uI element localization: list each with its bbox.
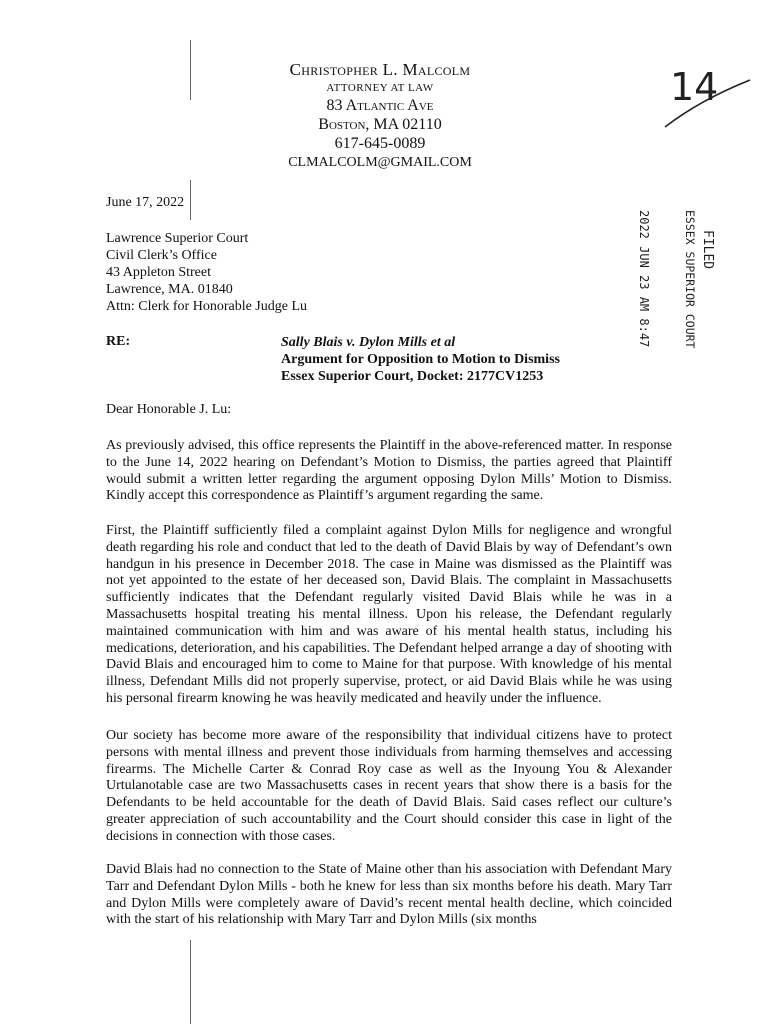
recipient-address xyxy=(106,230,307,315)
filed-stamp xyxy=(612,210,715,370)
phone-number: 617-645-0089 xyxy=(334,135,426,152)
paragraph-text: Our society has become more aware of the responsibility that individual citizens have to protect persons with mental illness and prevent those individuals from harming themselves and accessing firearms. The Michelle Carter & Conrad Roy case as well as the Inyoung You & Alexander Urtulanotable case are two Massachusetts cases in recent years that show there is a basis for the Defendants to be held accountable for the death of David Blais. Said cases reflect our culture’s greater appreciation of such accountability and the Court should consider this case in light of the decisions in connection with those cases. xyxy=(106,728,672,844)
recipient-line: Civil Clerk’s Office xyxy=(106,248,217,263)
attorney-name: Christopher L. Malcolm xyxy=(289,60,471,79)
city-state-zip: Boston, MA 02110 xyxy=(318,116,442,133)
stamp-court: ESSEX SUPERIOR COURT xyxy=(683,210,697,349)
scan-artifact-line xyxy=(190,40,191,100)
handwritten-number-text: 14 xyxy=(670,65,719,109)
re-label: RE: xyxy=(106,334,131,349)
stamp-date: 2022 JUN 23 AM 8:47 xyxy=(637,210,651,348)
re-subject: Argument for Opposition to Motion to Dismiss xyxy=(281,352,560,367)
handwritten-page-number xyxy=(660,55,760,135)
recipient-line: 43 Appleton Street xyxy=(106,265,211,280)
letterhead xyxy=(230,60,530,172)
scan-artifact-line xyxy=(190,180,191,220)
body-paragraph xyxy=(106,728,672,846)
paragraph-text: As previously advised, this office represents the Plaintiff in the above-referenced matter. In response to the June 14, 2022 hearing on Defendant’s Motion to Dismiss, the parties agreed that Plaintiff would submit a written letter regarding the argument opposing Dylon Mills’ Motion to Dismiss. Kindly accept this correspondence as Plaintiff’s argument regarding the same. xyxy=(106,438,672,504)
docket-number: Essex Superior Court, Docket: 2177CV1253 xyxy=(281,369,544,384)
salutation: Dear Honorable J. Lu: xyxy=(106,402,232,417)
stamp-filed: FILED xyxy=(700,230,715,270)
recipient-line: Attn: Clerk for Honorable Judge Lu xyxy=(106,299,308,314)
recipient-line: Lawrence, MA. 01840 xyxy=(106,282,233,297)
scan-artifact-line xyxy=(190,940,191,1024)
body-paragraph xyxy=(106,438,672,505)
body-paragraph xyxy=(106,862,672,929)
body-paragraph xyxy=(106,523,672,708)
paragraph-text: First, the Plaintiff sufficiently filed a complaint against Dylon Mills for negligence and wrongful death regarding his role and conduct that led to the death of David Blais by way of Defendant’s own handgun in his presence in December 2018. The case in Maine was dismissed as the Plaintiff was not yet appointed to the estate of her deceased son, David Blais. The complaint in Massachusetts sufficiently indicates that the Defendant regularly visited David Blais while he was in a Massachusetts hospital treating his mental illness. Upon his release, the Defendant regularly maintained communication with him and was aware of his mental health status, including his medications, deterioration, and his capabilities. The Defendant helped arrange a day of shooting with David Blais and encouraged him to come to Maine for that purpose. With knowledge of his mental illness, Defendant Mills did not properly supervise, protect, or aid David Blais while he was using his personal firearm knowing he was heavily medicated and heavily under the influence. xyxy=(106,523,672,706)
paragraph-text: David Blais had no connection to the State of Maine other than his association with Defendant Mary Tarr and Defendant Dylon Mills - both he knew for less than six months before his death. Mary Tarr and Dylon Mills were completely aware of David’s recent mental health decline, which coincided with the start of his relationship with Mary Tarr and Dylon Mills (six months xyxy=(106,862,672,928)
case-name: Sally Blais v. Dylon Mills et al xyxy=(281,335,456,350)
letter-date: June 17, 2022 xyxy=(106,195,185,210)
recipient-line: Lawrence Superior Court xyxy=(106,231,249,246)
attorney-title: ATTORNEY AT LAW xyxy=(326,82,434,94)
email-address: CLMALCOLM@GMAIL.COM xyxy=(288,155,472,170)
re-block xyxy=(281,334,560,385)
street-address: 83 Atlantic Ave xyxy=(326,97,434,114)
